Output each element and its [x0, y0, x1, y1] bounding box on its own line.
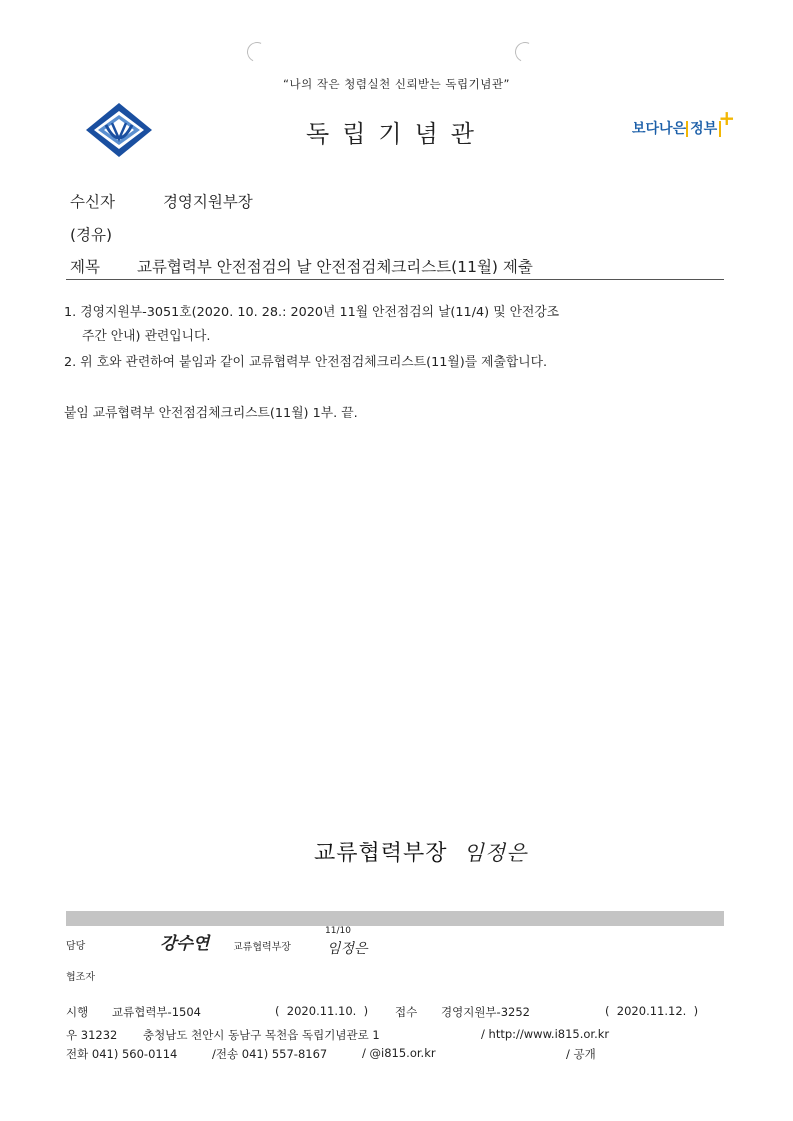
approval-band — [66, 911, 724, 926]
gov-logo-text-a: 보다나은 — [632, 121, 687, 137]
approver-date: 11/10 — [325, 926, 351, 936]
receipt-label: 접수 — [395, 1005, 418, 1019]
address: 충청남도 천안시 동남구 목천읍 독립기념관로 1 — [143, 1028, 380, 1042]
body-item-1-line-1: 1. 경영지원부-3051호(2020. 10. 28.: 2020년 11월 안전점검의 날(11/4) 및 안전강조 — [64, 305, 560, 320]
body-item-2: 2. 위 호와 관련하여 붙임과 같이 교류협력부 안전점검체크리스트(11월)를 제출합니다. — [64, 355, 548, 370]
receipt-date: ( 2020.11.12. ) — [605, 1004, 699, 1018]
organization-title: 독립기념관 — [306, 120, 487, 148]
punch-hole-right — [512, 39, 538, 65]
body-item-1-line-2: 주간 안내) 관련입니다. — [82, 329, 211, 344]
gov-logo-text-b: 정부 — [686, 121, 721, 137]
postal-code: 우 31232 — [66, 1028, 118, 1042]
gov-logo-plus-icon: + — [718, 106, 736, 130]
attachment-line: 붙임 교류협력부 안전점검체크리스트(11월) 1부. 끝. — [64, 406, 358, 421]
recipient-label: 수신자 — [70, 193, 115, 211]
approver-title: 교류협력부장 — [233, 942, 291, 953]
subject-value: 교류협력부 안전점검의 날 안전점검체크리스트(11월) 제출 — [136, 258, 533, 276]
subject-divider — [66, 279, 724, 280]
cooperator-label: 협조자 — [66, 972, 95, 983]
receipt-number: 경영지원부-3252 — [441, 1005, 530, 1019]
via-row — [70, 223, 112, 245]
slogan: “나의 작은 청렴실천 신뢰받는 독립기념관” — [283, 77, 510, 91]
subject-row — [70, 255, 533, 277]
staff-label: 담당 — [66, 941, 86, 952]
subject-label: 제목 — [70, 258, 100, 276]
homepage-link[interactable]: / http://www.i815.or.kr — [481, 1027, 610, 1041]
staff-signature: 강수연 — [160, 934, 210, 954]
recipient-row — [70, 190, 253, 212]
disclosure-status: / 공개 — [566, 1047, 596, 1061]
punch-hole-left — [244, 39, 270, 65]
signature-block — [314, 836, 527, 867]
signer-handwritten-name: 임정은 — [463, 841, 528, 865]
enforce-number: 교류협력부-1504 — [112, 1005, 201, 1019]
phone-number: 전화 041) 560-0114 — [66, 1047, 178, 1061]
email-address[interactable]: / @i815.or.kr — [362, 1046, 436, 1060]
approver-signature: 임정은 — [327, 941, 368, 957]
enforce-label: 시행 — [66, 1005, 89, 1019]
via-label: (경유) — [70, 226, 113, 244]
signer-title: 교류협력부장 — [314, 841, 448, 866]
fax-number: /전송 041) 557-8167 — [212, 1047, 328, 1061]
recipient-value: 경영지원부장 — [162, 193, 253, 211]
government-logo — [632, 106, 736, 138]
enforce-date: ( 2020.11.10. ) — [275, 1004, 369, 1018]
